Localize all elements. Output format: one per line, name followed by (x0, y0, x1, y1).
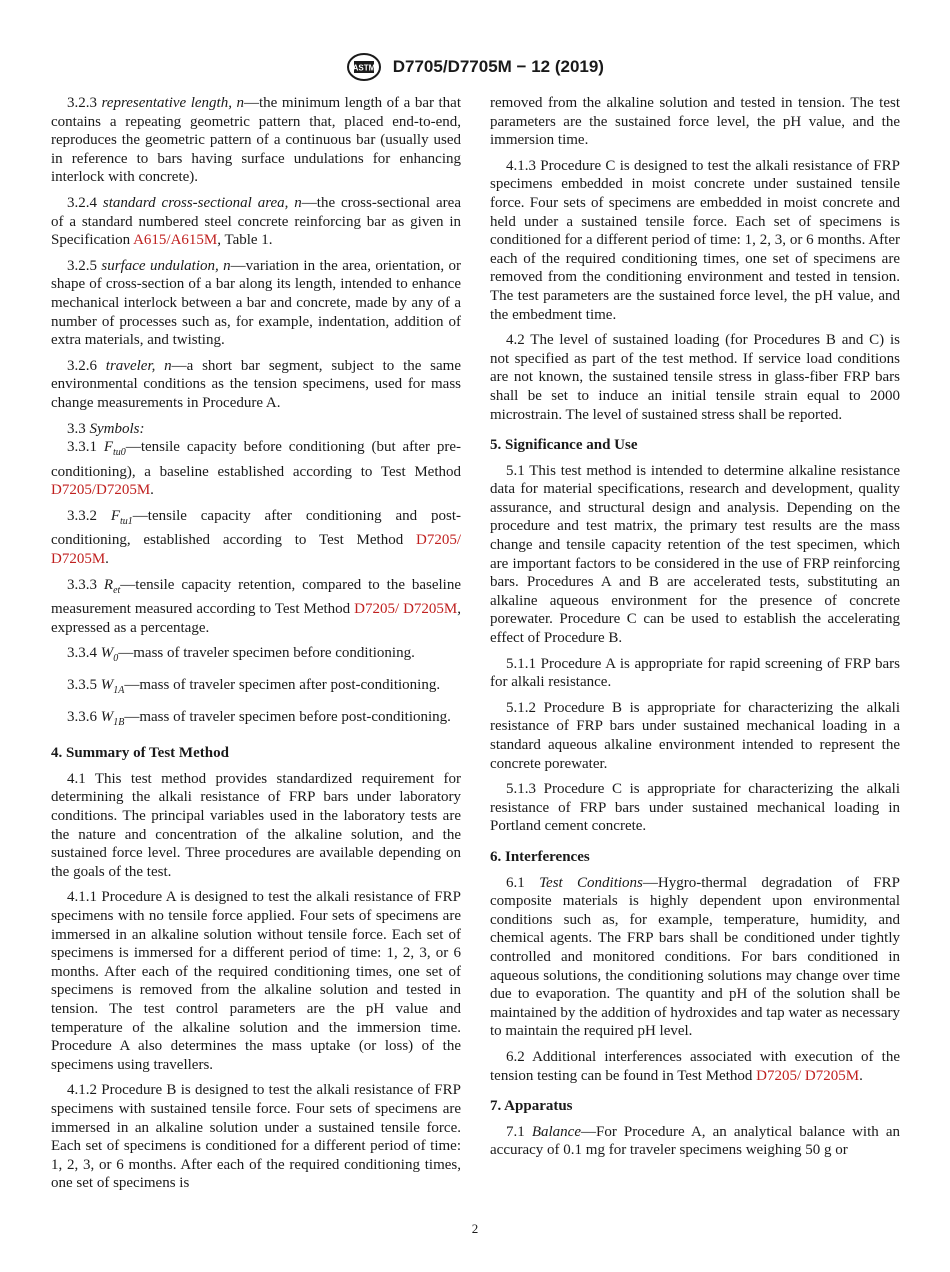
paragraph-3-3-3: 3.3.3 $R_{et}—tensile$ capacity retention, compared to the baseline measurement measured according to Test Method D7205/ D7205M, expressed as a percentage. (51, 576, 462, 636)
paragraph-7-1: 7.1 Balance—For Procedure A, an analytical balance with an accuracy of 0.1 mg for traveler specimens weighing 50 g or (490, 1123, 900, 1159)
paragraph-4-1: 4.1 This test method provides standardized requirement for determining the alkali resistance of FRP bars under laboratory conditions. The principal variables used in the laboratory tests are the nature and concentration of the alkaline solution, and the sustained force level. Three procedures are available depending on the goals of the test. (51, 770, 461, 880)
paragraph-6-1: 6.1 Test Conditions—Hygro-thermal degradation of FRP composite materials is highly dependent upon environmental conditions such as, for example, temperature, humidity, and chemical agents. The FRP bars shall be conditioned under tightly controlled and monitored conditions. For bars conditioned in aqueous solutions, the conditioning solutions may change over time due to evaporation. The quantity and pH of the solution shall be maintained by the addition of hydroxides and tap water as necessary to maintain the required pH level. (490, 874, 900, 1040)
paragraph-4-1-1: 4.1.1 Procedure A is designed to test the alkali resistance of FRP specimens with no tensile force applied. Four sets of specimens are immersed in an alkaline solution without tensile force. Each set of specimens is immersed for a different period of time: 1, 2, 3, or 6 months. After each of the required conditioning times, one set of specimens is removed from the alkaline solution and tested in tension. The test control parameters are the pH value and temperature of the alkaline solution and the immersion time. Procedure A also determines the mass uptake (or loss) of the specimens using travellers. (51, 889, 461, 1073)
section-heading-4: 4. Summary of Test Method (51, 745, 229, 762)
link-d7205[interactable]: D7205/ D7205M (51, 532, 461, 568)
paragraph-5-1-2: 5.1.2 Procedure B is appropriate for characterizing the alkali resistance of FRP bars under sustained mechanical loading in a standard aqueous alkaline environment intended to represent the concrete porewater. (490, 699, 900, 772)
section-heading-7: 7. Apparatus (490, 1098, 573, 1115)
paragraph-5-1-3: 5.1.3 Procedure C is appropriate for characterizing the alkali resistance of FRP bars under sustained mechanical loading in Portland cement concrete. (490, 781, 900, 835)
paragraph-3-3-2: 3.3.2 $F_{tu1}—tensile$ capacity after conditioning and post-conditioning, established according to Test Method D7205/ D7205M. (51, 507, 461, 568)
section-heading-6: 6. Interferences (490, 848, 590, 865)
section-heading-5: 5. Significance and Use (490, 437, 638, 454)
paragraph-5-1: 5.1 This test method is intended to determine alkaline resistance data for material specifications, research and development, quality assurance, and structural design and analysis. Depending on the procedure and test matrix, the primary test results are the mass change and tensile capacity retention of the test specimen, which are important factors to be considered in the use of FRP reinforcing bars. Procedures A and B are accelerated tests, substituting an alkaline aqueous environment for the presence of concrete porewater. Procedure C can be used to establish the accelerating effect of Procedure B. (490, 462, 900, 647)
link-a615[interactable]: A615/A615M (133, 232, 218, 249)
astm-logo-icon (346, 52, 382, 82)
left-column (51, 94, 461, 1200)
paragraph-3-2-6: 3.2.6 traveler, n—a short bar segment, subject to the same environmental conditions as the tension specimens, used for mass change measurements in Procedure A. (51, 357, 461, 411)
svg-text:ASTM: ASTM (352, 63, 376, 73)
page-header (0, 52, 950, 82)
paragraph-4-1-3: 4.1.3 Procedure C is designed to test the alkali resistance of FRP specimens embedded in moist concrete under sustained tensile force. Four sets of specimens are embedded in moist concrete and held under a sustained tensile force. Each set of specimens is conditioned for a different period of time: 1, 2, 3, or 6 months. After each of the required conditioning times, one set of specimens are removed from the conditioning environment and tested in tension. The test parameters are the sustained force level, the pH value, and the embedment time. (490, 157, 900, 323)
link-d7205[interactable]: D7205/ D7205M (354, 601, 458, 618)
paragraph-3-3-1: 3.3.1 $F_{tu0}—tensile$ capacity before conditioning (but after pre-conditioning), a baseline established according to Test Method D7205/D7205M. (51, 439, 461, 499)
right-column (490, 94, 900, 1167)
paragraph-3-3-6: 3.3.6 $W_{1B}—mass$ of traveler specimen before post-conditioning. (67, 708, 451, 728)
paragraph-3-2-3: 3.2.3 representative length, n—the minimum length of a bar that contains a repeating geometric pattern that, placed end-to-end, reproduces the geometric pattern of a continuous bar (usually used in reference to bars having surface undulations for enhancing interlock with concrete). (51, 95, 462, 186)
link-d7205[interactable]: D7205/ D7205M (756, 1067, 860, 1084)
link-d7205[interactable]: D7205/D7205M (51, 482, 151, 499)
paragraph-3-3: 3.3 Symbols: (67, 420, 145, 437)
paragraph-4-2: 4.2 The level of sustained loading (for Procedures B and C) is not specified as part of the test method. If service load conditions are not known, the sustained tensile stress in glass-fiber FRP bars shall be set to induce an initial tensile strain equal to 2000 microstrain. The level of sustained stress shall be reported. (490, 332, 900, 423)
paragraph-3-3-5: 3.3.5 $W_{1A}—mass$ of traveler specimen after post-conditioning. (67, 677, 441, 697)
paragraph-4-1-2: 4.1.2 Procedure B is designed to test the alkali resistance of FRP specimens with sustained tensile force. Four sets of specimens are immersed in an alkaline solution under a sustained tensile force. Each set of specimens is conditioned for a different period of time: 1, 2, 3, or 6 months. After each of the required conditioning times, one set of specimens is (51, 1082, 461, 1192)
paragraph-4-1-2-continued: removed from the alkaline solution and tested in tension. The test parameters are the sustained force level, the pH value, and the immersion time. (490, 95, 900, 149)
paragraph-3-2-4: 3.2.4 standard cross-sectional area, n—the cross-sectional area of a standard numbered steel concrete reinforcing bar as given in Specification A615/A615M, Table 1. (51, 194, 461, 249)
paragraph-3-3-4: 3.3.4 $W_0—mass$ of traveler specimen before conditioning. (67, 645, 415, 665)
document-designation: D7705/D7705M − 12 (2019) (392, 57, 604, 76)
page-number: 2 (471, 1221, 479, 1236)
paragraph-3-2-5: 3.2.5 surface undulation, n—variation in the area, orientation, or shape of cross-section of a bar along its length, intended to enhance mechanical interlock between a bar and concrete, made by any of a number of processes such as, for example, indentation, addition of extra materials, and twisting. (51, 257, 462, 349)
paragraph-6-2: 6.2 Additional interferences associated with execution of the tension testing can be found in Test Method D7205/ D7205M. (490, 1048, 900, 1084)
paragraph-5-1-1: 5.1.1 Procedure A is appropriate for rapid screening of FRP bars for alkali resistance. (490, 655, 900, 691)
